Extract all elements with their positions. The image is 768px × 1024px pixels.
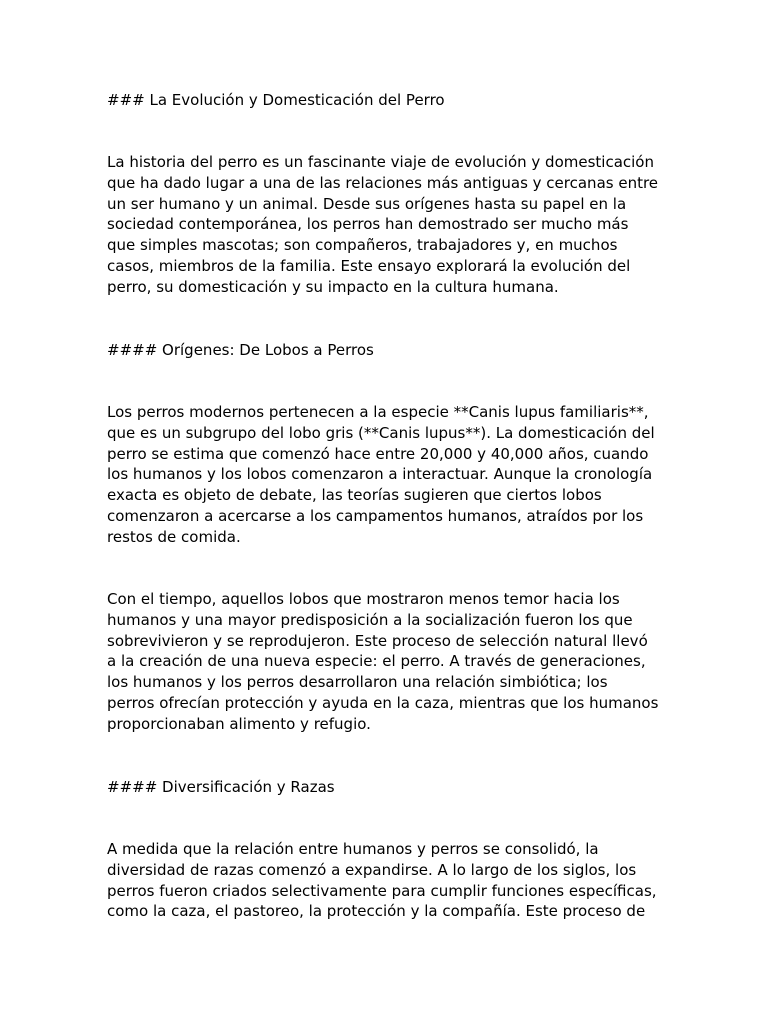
text-line: los humanos y los perros desarrollaron una relación simbiótica; los	[107, 673, 608, 692]
origins-paragraph-2	[107, 589, 667, 735]
text-line: #### Diversificación y Razas	[107, 778, 335, 796]
text-line: humanos y una mayor predisposición a la socialización fueron los que	[107, 610, 633, 629]
breeds-paragraph	[107, 839, 667, 922]
text-line: A medida que la relación entre humanos y perros se consolidó, la	[107, 840, 599, 858]
text-line: como la caza, el pastoreo, la protección y la compañía. Este proceso de	[107, 902, 646, 921]
text-line: que es un subgrupo del lobo gris (**Canis lupus**). La domesticación del	[107, 423, 655, 442]
text-line: Los perros modernos pertenecen a la especie **Canis lupus familiaris**,	[107, 403, 649, 421]
text-line: restos de comida.	[107, 527, 241, 546]
text-line: perros fueron criados selectivamente para cumplir funciones específicas,	[107, 881, 657, 900]
text-line: proporcionaban alimento y refugio.	[107, 714, 371, 733]
text-line: sobrevivieron y se reprodujeron. Este proceso de selección natural llevó	[107, 631, 648, 650]
text-line: Con el tiempo, aquellos lobos que mostraron menos temor hacia los	[107, 590, 620, 608]
text-line: sociedad contemporánea, los perros han demostrado ser mucho más	[107, 215, 629, 234]
origins-paragraph-1	[107, 402, 667, 548]
text-line: a la creación de una nueva especie: el perro. A través de generaciones,	[107, 652, 646, 671]
text-line: un ser humano y un animal. Desde sus orígenes hasta su papel en la	[107, 194, 627, 213]
text-line: diversidad de razas comenzó a expandirse. A lo largo de los siglos, los	[107, 860, 637, 879]
section-heading-origins	[107, 340, 667, 361]
text-line: exacta es objeto de debate, las teorías sugieren que ciertos lobos	[107, 486, 602, 505]
text-line: #### Orígenes: De Lobos a Perros	[107, 341, 374, 359]
text-line: que simples mascotas; son compañeros, trabajadores y, en muchos	[107, 236, 618, 255]
text-line: casos, miembros de la familia. Este ensayo explorará la evolución del	[107, 256, 631, 275]
text-line: perro se estima que comenzó hace entre 20,000 y 40,000 años, cuando	[107, 444, 649, 463]
text-line: La historia del perro es un fascinante viaje de evolución y domesticación	[107, 153, 654, 171]
essay-title	[107, 90, 667, 111]
text-line: ### La Evolución y Domesticación del Perro	[107, 91, 445, 109]
text-line: comenzaron a acercarse a los campamentos humanos, atraídos por los	[107, 506, 644, 525]
text-line: los humanos y los lobos comenzaron a interactuar. Aunque la cronología	[107, 465, 653, 484]
text-line: que ha dado lugar a una de las relaciones más antiguas y cercanas entre	[107, 173, 659, 192]
text-line: perro, su domesticación y su impacto en la cultura humana.	[107, 277, 559, 296]
intro-paragraph	[107, 152, 667, 298]
text-line: perros ofrecían protección y ayuda en la caza, mientras que los humanos	[107, 693, 659, 712]
section-heading-breeds	[107, 777, 667, 798]
